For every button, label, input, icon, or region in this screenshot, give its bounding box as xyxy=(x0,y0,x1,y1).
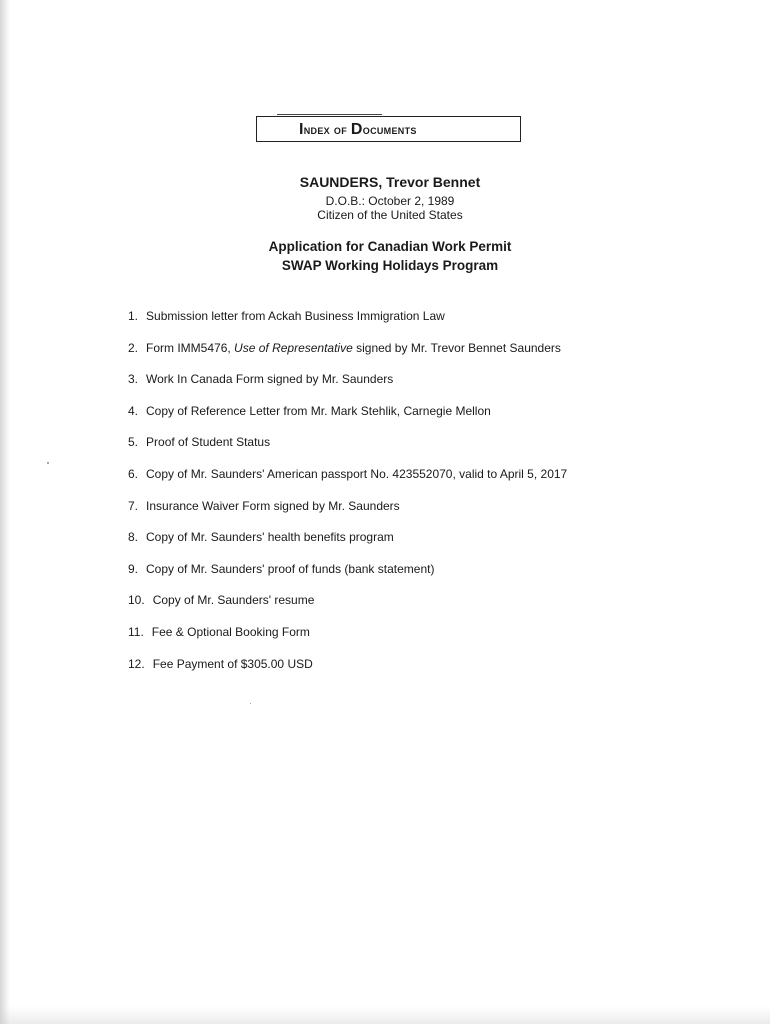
list-item xyxy=(128,309,445,323)
list-item xyxy=(128,435,270,449)
list-item-text: Proof of Student Status xyxy=(146,435,271,449)
list-item xyxy=(128,404,491,418)
list-item xyxy=(128,372,393,386)
list-item-text: Submission letter from Ackah Business Immigration Law xyxy=(146,309,445,323)
list-item-text: Copy of Mr. Saunders' health benefits program xyxy=(146,530,394,544)
list-item xyxy=(128,657,313,671)
list-item-number: 1. xyxy=(128,309,139,323)
index-title-word-ocuments: ocuments xyxy=(362,122,417,137)
applicant-name: SAUNDERS, Trevor Bennet xyxy=(299,174,481,190)
list-item-text: Copy of Reference Letter from Mr. Mark Stehlik, Carnegie Mellon xyxy=(146,404,491,418)
list-item xyxy=(128,467,567,481)
index-title-cap-d: D xyxy=(350,121,363,138)
list-item-number: 6. xyxy=(128,467,139,481)
scan-bottom-smudge xyxy=(0,1006,770,1024)
title-box-overline xyxy=(277,114,382,115)
list-item-number: 9. xyxy=(128,562,139,576)
list-item-number: 11. xyxy=(128,625,144,639)
list-item-number: 12. xyxy=(128,657,145,671)
applicant-citizenship: Citizen of the United States xyxy=(317,208,463,222)
list-item-text: Fee & Optional Booking Form xyxy=(151,625,310,639)
list-item-text: Form IMM5476, xyxy=(146,341,235,355)
application-title: Application for Canadian Work Permit xyxy=(268,239,512,254)
list-item-text: Copy of Mr. Saunders' American passport No. 423552070, valid to April 5, 2017 xyxy=(146,467,568,481)
list-item-number: 2. xyxy=(128,341,139,355)
index-title-word-of: of xyxy=(333,122,347,137)
scan-left-edge-shadow xyxy=(0,0,10,1024)
list-item xyxy=(128,499,400,513)
list-item-number: 8. xyxy=(128,530,139,544)
application-program: SWAP Working Holidays Program xyxy=(281,258,499,273)
list-item-number: 7. xyxy=(128,499,139,513)
list-item-number: 3. xyxy=(128,372,139,386)
list-item-text: Copy of Mr. Saunders' proof of funds (bank statement) xyxy=(146,562,435,576)
list-item xyxy=(128,341,561,355)
list-item-italic-text: Use of Representative xyxy=(234,341,353,355)
index-title-cap-i: I xyxy=(299,121,304,138)
list-item-number: 4. xyxy=(128,404,139,418)
list-item xyxy=(128,593,314,607)
list-item-text: Work In Canada Form signed by Mr. Saunders xyxy=(146,372,394,386)
list-item-text: Insurance Waiver Form signed by Mr. Saunders xyxy=(146,499,400,513)
list-item xyxy=(128,562,434,576)
list-item-text: Fee Payment of $305.00 USD xyxy=(152,657,313,671)
index-title-word-ndex: ndex xyxy=(303,122,330,137)
scan-speck xyxy=(250,703,251,704)
applicant-dob: D.O.B.: October 2, 1989 xyxy=(325,194,455,208)
index-title xyxy=(299,121,417,139)
list-item xyxy=(128,530,394,544)
scan-speck xyxy=(47,462,49,464)
list-item-number: 5. xyxy=(128,435,139,449)
list-item-text-tail: signed by Mr. Trevor Bennet Saunders xyxy=(352,341,561,355)
index-title-box xyxy=(256,116,521,142)
list-item-text: Copy of Mr. Saunders' resume xyxy=(152,593,315,607)
list-item-number: 10. xyxy=(128,593,145,607)
list-item xyxy=(128,625,310,639)
